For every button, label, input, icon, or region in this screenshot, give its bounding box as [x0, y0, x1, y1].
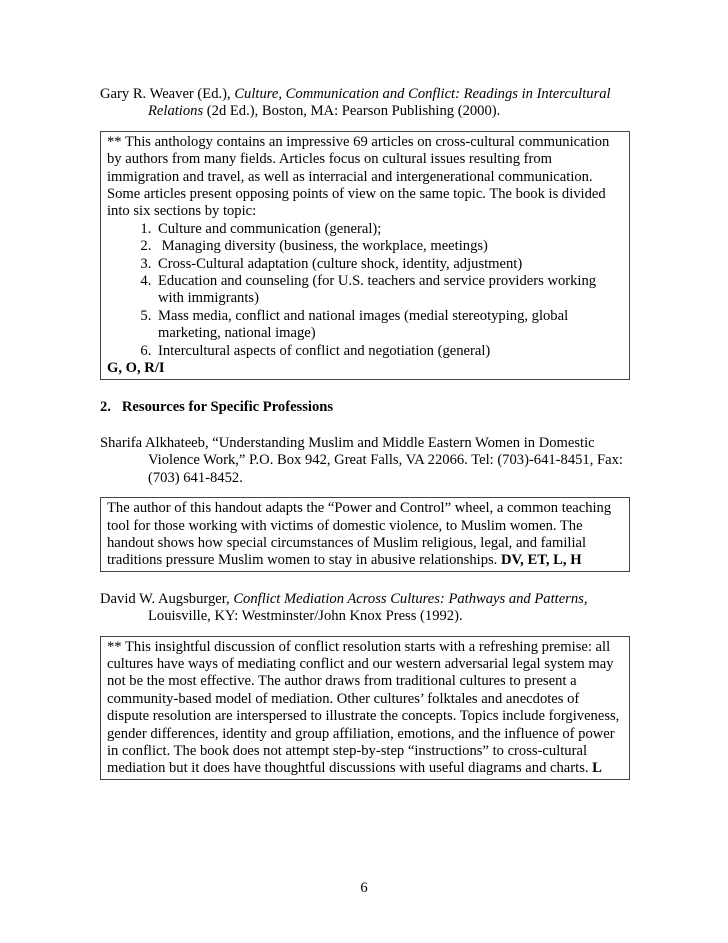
topic-item: 5. Mass media, conflict and national images (medial stereotyping, global marketing, national image) — [155, 308, 623, 343]
document-page — [100, 86, 630, 799]
citation-title: Culture, Communication and Conflict: Readings in Intercultural Relations — [148, 86, 611, 120]
annotation-box-alkhateeb — [100, 497, 630, 572]
citation-author: David W. Augsburger, — [100, 590, 234, 607]
annotation-box-weaver — [100, 131, 630, 380]
topic-item: 6. Intercultural aspects of conflict and negotiation (general) — [155, 343, 623, 360]
annotation-box-augsburger — [100, 636, 630, 780]
citation-alkhateeb: Sharifa Alkhateeb, “Understanding Muslim and Middle Eastern Women in Domestic Violence Work,” P.O. Box 942, Great Falls, VA 22066. Tel: (703)-641-8451, Fax: (703) 641-8452. — [100, 434, 623, 486]
section-heading: 2. Resources for Specific Professions — [100, 398, 334, 415]
topic-list — [107, 221, 623, 360]
annotation-text: The author of this handout adapts the “Power and Control” wheel, a common teaching tool for those working with victims of domestic violence, to Muslim women. The handout shows how special circumstances of Muslim religious, legal, and familial traditions pressure Muslim women to stay in abusive relationships. — [107, 500, 612, 569]
citation-details: Louisville, KY: Westminster/John Knox Press (1992). — [148, 608, 463, 625]
citation-author: Gary R. Weaver (Ed.), — [100, 86, 235, 102]
category-tags: DV, ET, L, H — [500, 552, 582, 569]
annotation-paragraph — [107, 500, 623, 570]
topic-item: 2. Managing diversity (business, the workplace, meetings) — [155, 238, 623, 255]
category-tags: L — [592, 760, 602, 777]
category-tags: G, O, R/I — [107, 360, 165, 377]
topic-item: 4. Education and counseling (for U.S. teachers and service providers working with immigrants) — [155, 273, 623, 308]
annotation-text: ** This insightful discussion of conflict resolution starts with a refreshing premise: all cultures have ways of mediating conflict and our western adversarial legal system may not be the most effective. The author draws from traditional cultures to present a community-based model of mediation. Other cultures’ folktales and anecdotes of dispute resolution are interspersed to illustrate the concepts. Topics include forgiveness, gender differences, identity and group affiliation, emotions, and the influence of power in conflict. The book does not attempt step-by-step “instructions” to cross-cultural mediation but it does have thoughtful discussions with useful diagrams and charts. — [107, 638, 620, 777]
topic-item: 1. Culture and communication (general); — [155, 221, 623, 238]
citation-details: (2d Ed.), Boston, MA: Pearson Publishing (2000). — [203, 103, 501, 120]
topic-item: 3. Cross-Cultural adaptation (culture shock, identity, adjustment) — [155, 256, 623, 273]
citation-augsburger — [100, 591, 630, 626]
citation-title: Conflict Mediation Across Cultures: Pathways and Patterns, — [233, 590, 588, 607]
annotation-text: ** This anthology contains an impressive 69 articles on cross-cultural communication by authors from many fields. Articles focus on cultural issues resulting from immigration and travel, as well as interracial and intergenerational communication. Some articles present opposing points of view on the same topic. The book is divided into six sections by topic: — [107, 133, 610, 220]
page-number: 6 — [360, 880, 368, 896]
citation-weaver — [100, 86, 630, 121]
annotation-paragraph — [107, 639, 623, 778]
